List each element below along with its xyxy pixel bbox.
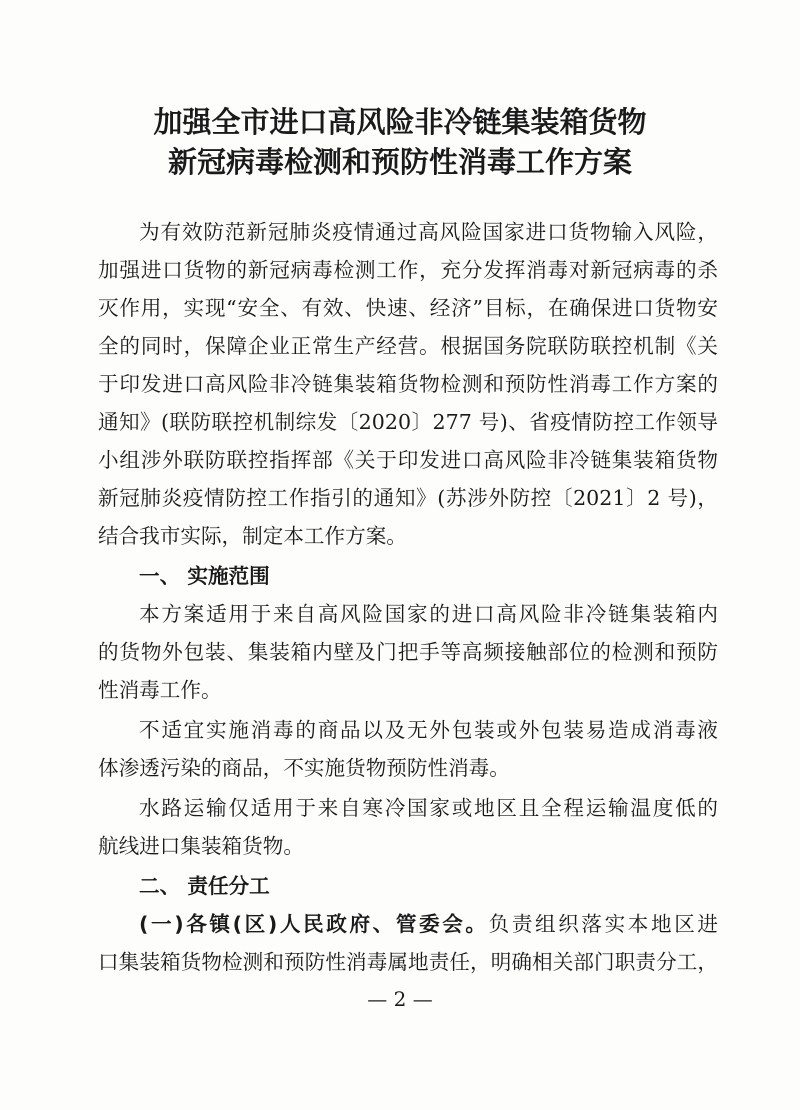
document-title-line-2: 新冠病毒检测和预防性消毒工作方案 [167, 145, 632, 179]
section-1-para-1-line-3: 性消毒工作。 [98, 678, 222, 702]
intro-line-6: 通知》(联防联控机制综发〔2020〕277 号)、省疫情防控工作领导 [98, 410, 718, 434]
intro-line-3: 灭作用，实现“安全、有效、快速、经济”目标，在确保进口货物安 [98, 296, 718, 320]
intro-line-9: 结合我市实际，制定本工作方案。 [98, 524, 407, 548]
section-1-para-2-line-2: 体渗透污染的商品，不实施货物预防性消毒。 [98, 756, 510, 780]
intro-line-4: 全的同时，保障企业正常生产经营。根据国务院联防联控机制《关 [98, 334, 718, 358]
intro-line-7: 小组涉外联防联控指挥部《关于印发进口高风险非冷链集装箱货物 [98, 448, 718, 472]
section-1-para-2-line-1: 不适宜实施消毒的商品以及无外包装或外包装易造成消毒液 [139, 718, 718, 742]
section-1-para-3-line-2: 航线进口集装箱货物。 [98, 834, 304, 858]
page-number: — 2 — [367, 987, 433, 1011]
section-1-para-3-line-1: 水路运输仅适用于来自寒冷国家或地区且全程运输温度低的 [139, 796, 718, 820]
intro-line-5: 于印发进口高风险非冷链集装箱货物检测和预防性消毒工作方案的 [98, 372, 718, 396]
section-2-item-1-text: 负责组织落实本地区进 [488, 912, 718, 936]
section-1-heading: 一、 实施范围 [139, 564, 270, 588]
intro-line-8: 新冠肺炎疫情防控工作指引的通知》(苏涉外防控〔2021〕2 号)， [98, 486, 718, 510]
section-1-para-1-line-1: 本方案适用于来自高风险国家的进口高风险非冷链集装箱内 [139, 602, 718, 626]
section-2-heading: 二、 责任分工 [139, 874, 270, 898]
section-2-item-1-line-2: 口集装箱货物检测和预防性消毒属地责任，明确相关部门职责分工， [98, 950, 718, 974]
intro-line-2: 加强进口货物的新冠病毒检测工作，充分发挥消毒对新冠病毒的杀 [98, 258, 718, 282]
document-title-line-1: 加强全市进口高风险非冷链集装箱货物 [153, 105, 647, 139]
section-1-para-1-line-2: 的货物外包装、集装箱内壁及门把手等高频接触部位的检测和预防 [98, 640, 718, 664]
section-2-item-1-line-1 [139, 910, 718, 938]
intro-line-1: 为有效防范新冠肺炎疫情通过高风险国家进口货物输入风险， [139, 220, 718, 244]
section-2-item-1-title: (一)各镇(区)人民政府、管委会。 [139, 912, 489, 936]
